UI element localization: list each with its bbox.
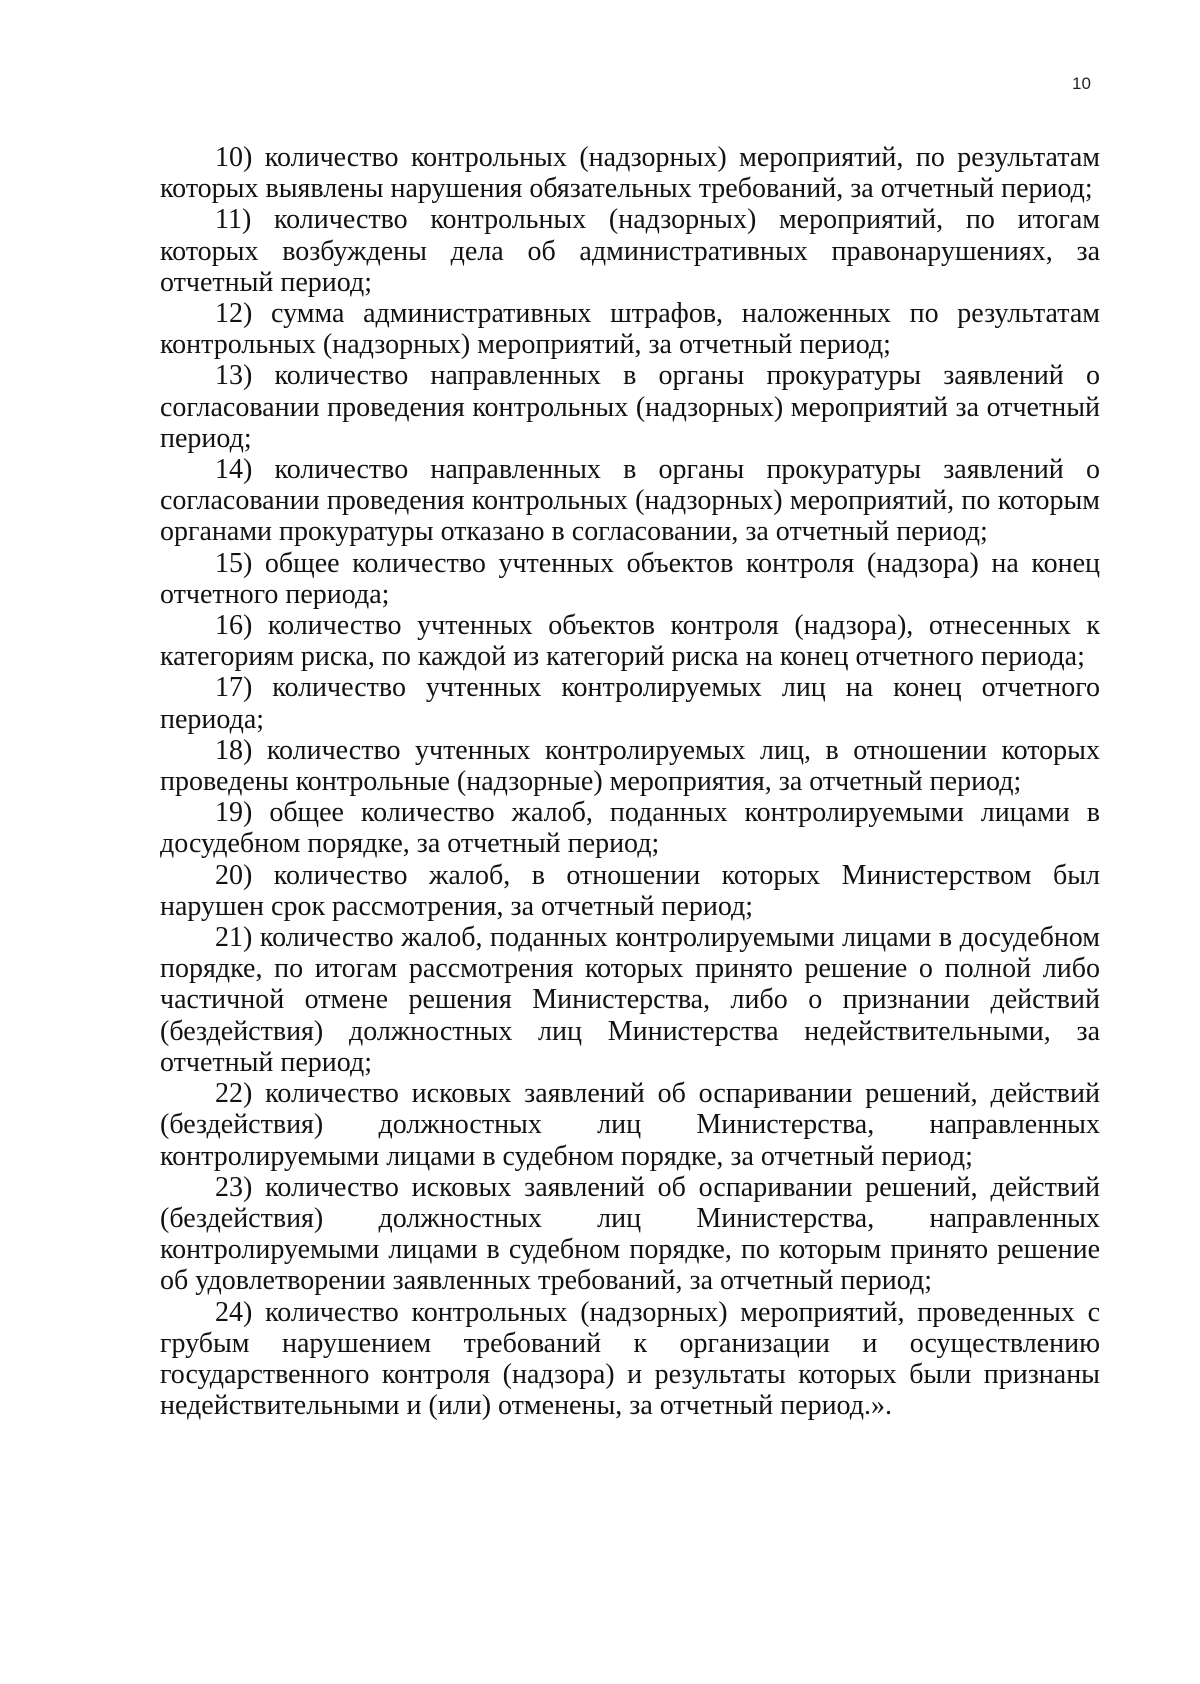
list-item: 20) количество жалоб, в отношении которых Министерством был нарушен срок рассмотрения, за отчетный период; <box>160 859 1100 922</box>
list-item: 10) количество контрольных (надзорных) мероприятий, по результатам которых выявлены нарушения обязательных требований, за отчетный период; <box>160 142 1100 205</box>
list-item: 14) количество направленных в органы прокуратуры заявлений о согласовании проведения контрольных (надзорных) мероприятий, по которым органами прокуратуры отказано в согласовании, за отчетный период; <box>160 454 1100 548</box>
list-item: 16) количество учтенных объектов контроля (надзора), отнесенных к категориям риска, по каждой из категорий риска на конец отчетного периода; <box>160 610 1100 673</box>
list-item: 19) общее количество жалоб, поданных контролируемыми лицами в досудебном порядке, за отчетный период; <box>160 797 1100 860</box>
list-item: 13) количество направленных в органы прокуратуры заявлений о согласовании проведения контрольных (надзорных) мероприятий за отчетный период; <box>160 360 1100 454</box>
list-item: 21) количество жалоб, поданных контролируемыми лицами в досудебном порядке, по итогам рассмотрения которых принято решение о полной либо частичной отмене решения Министерства, либо о признании действий (бездействия) должностных лиц Министерства недействительными, за отчетный период; <box>160 922 1100 1078</box>
list-item: 17) количество учтенных контролируемых лиц на конец отчетного периода; <box>160 672 1100 735</box>
list-item: 24) количество контрольных (надзорных) мероприятий, проведенных с грубым нарушением требований к организации и осуществлению государственного контроля (надзора) и результаты которых были признаны недействительными и (или) отменены, за отчетный период.». <box>160 1296 1100 1422</box>
list-item: 12) сумма административных штрафов, наложенных по результатам контрольных (надзорных) мероприятий, за отчетный период; <box>160 298 1100 361</box>
list-item: 15) общее количество учтенных объектов контроля (надзора) на конец отчетного периода; <box>160 547 1100 610</box>
list-item: 22) количество исковых заявлений об оспаривании решений, действий (бездействия) должностных лиц Министерства, направленных контролируемыми лицами в судебном порядке, за отчетный период; <box>160 1078 1100 1172</box>
list-item: 11) количество контрольных (надзорных) мероприятий, по итогам которых возбуждены дела об административных правонарушениях, за отчетный период; <box>160 204 1100 298</box>
page-number: 10 <box>1072 74 1091 93</box>
list-item: 23) количество исковых заявлений об оспаривании решений, действий (бездействия) должностных лиц Министерства, направленных контролируемыми лицами в судебном порядке, по которым принято решение об удовлетворении заявленных требований, за отчетный период; <box>160 1171 1100 1297</box>
document-body <box>160 142 1100 1421</box>
list-item: 18) количество учтенных контролируемых лиц, в отношении которых проведены контрольные (надзорные) мероприятия, за отчетный период; <box>160 734 1100 798</box>
